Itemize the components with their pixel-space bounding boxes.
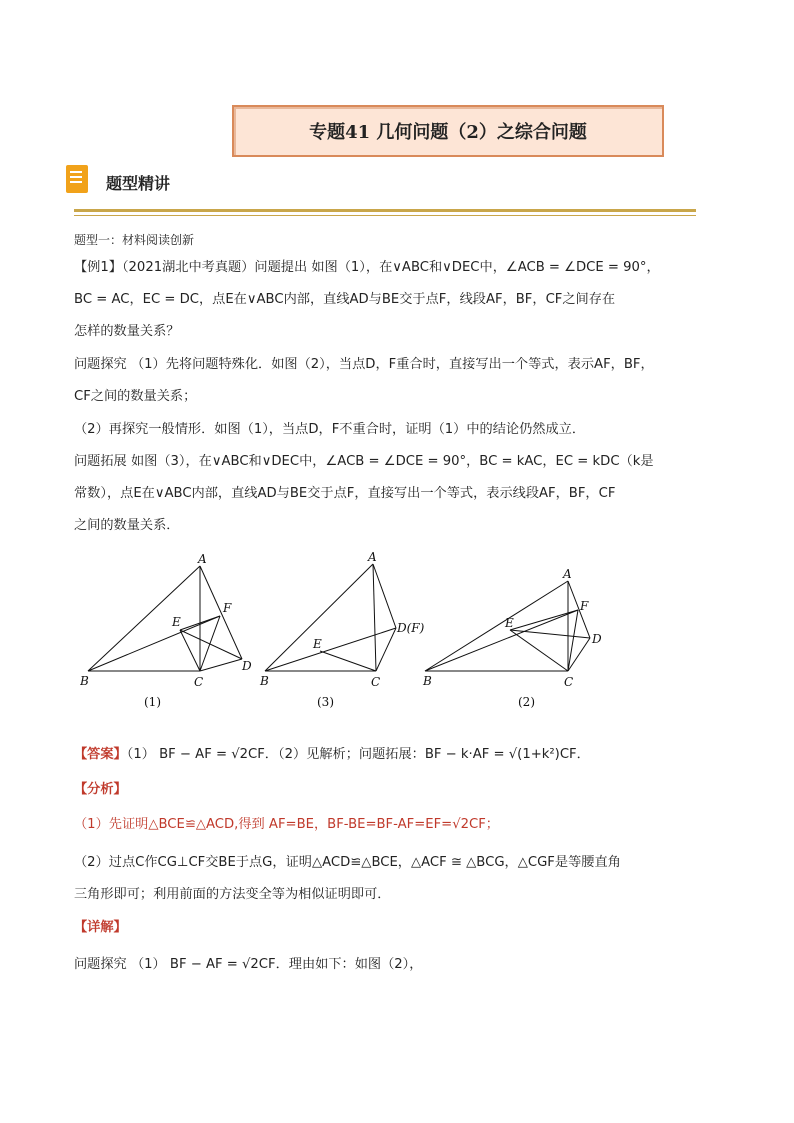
detail-tag: 【详解】 [74,920,127,935]
label-d-1: D [242,659,252,673]
section-header [66,163,696,203]
label-c-1: C [194,675,204,689]
label-d-3: D [592,632,602,646]
label-f-1: F [223,601,232,615]
example-line-5: CF之间的数量关系； [74,389,197,404]
example-line-1: 【例1】（2021湖北中考真题）问题提出 如图（1），在∨ABC和∨DEC中，∠ACB = ∠DCE = 90°， [74,260,660,275]
figure-1 [88,566,242,671]
answer-tag: 【答案】 [74,747,127,762]
label-c-3: C [564,675,574,689]
example-line-7: 问题拓展 如图（3），在∨ABC和∨DEC中，∠ACB = ∠DCE = 90°，BC = kAC，EC = kDC（k是 [74,454,654,469]
caption-3: (2) [518,695,535,709]
geometry-figures [80,548,640,718]
example-line-3: 怎样的数量关系？ [74,324,180,339]
example-line-6: （2）再探究一般情形．如图（1），当点D，F不重合时，证明（1）中的结论仍然成立． [74,422,586,437]
analysis-tag: 【分析】 [74,782,127,797]
label-a-2: A [368,550,377,564]
label-e-2: E [313,637,322,651]
example-line-2: BC = AC，EC = DC，点E在∨ABC内部，直线AD与BE交于点F，线段AF，BF，CF之间存在 [74,292,616,307]
label-a-1: A [198,552,207,566]
figure-2 [265,564,396,671]
page-title: 专题41 几何问题（2）之综合问题 [309,122,587,143]
analysis-p2b: 三角形即可；利用前面的方法变全等为相似证明即可． [74,887,391,902]
book-icon [66,165,88,193]
label-e-3: E [505,616,514,630]
analysis-p1: （1）先证明△BCE≌△ACD,得到 AF=BE，BF-BE=BF-AF=EF=√2CF； [74,817,499,832]
label-b-1: B [80,674,89,688]
detail-text: 问题探究 （1） BF − AF = √2CF．理由如下：如图（2）， [74,957,423,972]
label-a-3: A [563,567,572,581]
example-line-4: 问题探究 （1）先将问题特殊化．如图（2），当点D，F重合时，直接写出一个等式，表示AF，BF， [74,357,654,372]
example-line-9: 之间的数量关系． [74,518,180,533]
label-b-3: B [423,674,432,688]
divider-thin [74,215,696,216]
label-df-2: D(F) [397,621,425,635]
answer-text: （1） BF − AF = √2CF．（2）见解析；问题拓展：BF − k·AF = √(1+k²)CF． [126,747,590,762]
caption-1: (1) [144,695,161,709]
label-e-1: E [172,615,181,629]
answer-line [74,745,590,765]
label-b-2: B [260,674,269,688]
type-line: 题型一：材料阅读创新 [74,233,195,247]
divider [74,209,696,212]
caption-2: (3) [317,695,334,709]
title-box [232,105,664,157]
section-title: 题型精讲 [106,174,171,193]
label-f-3: F [580,599,589,613]
analysis-p2a: （2）过点C作CG⊥CF交BE于点G，证明△ACD≌△BCE，△ACF ≅ △BCG，△CGF是等腰直角 [74,855,621,870]
example-line-8: 常数），点E在∨ABC内部，直线AD与BE交于点F，直接写出一个等式，表示线段AF，BF，CF [74,486,616,501]
label-c-2: C [371,675,381,689]
